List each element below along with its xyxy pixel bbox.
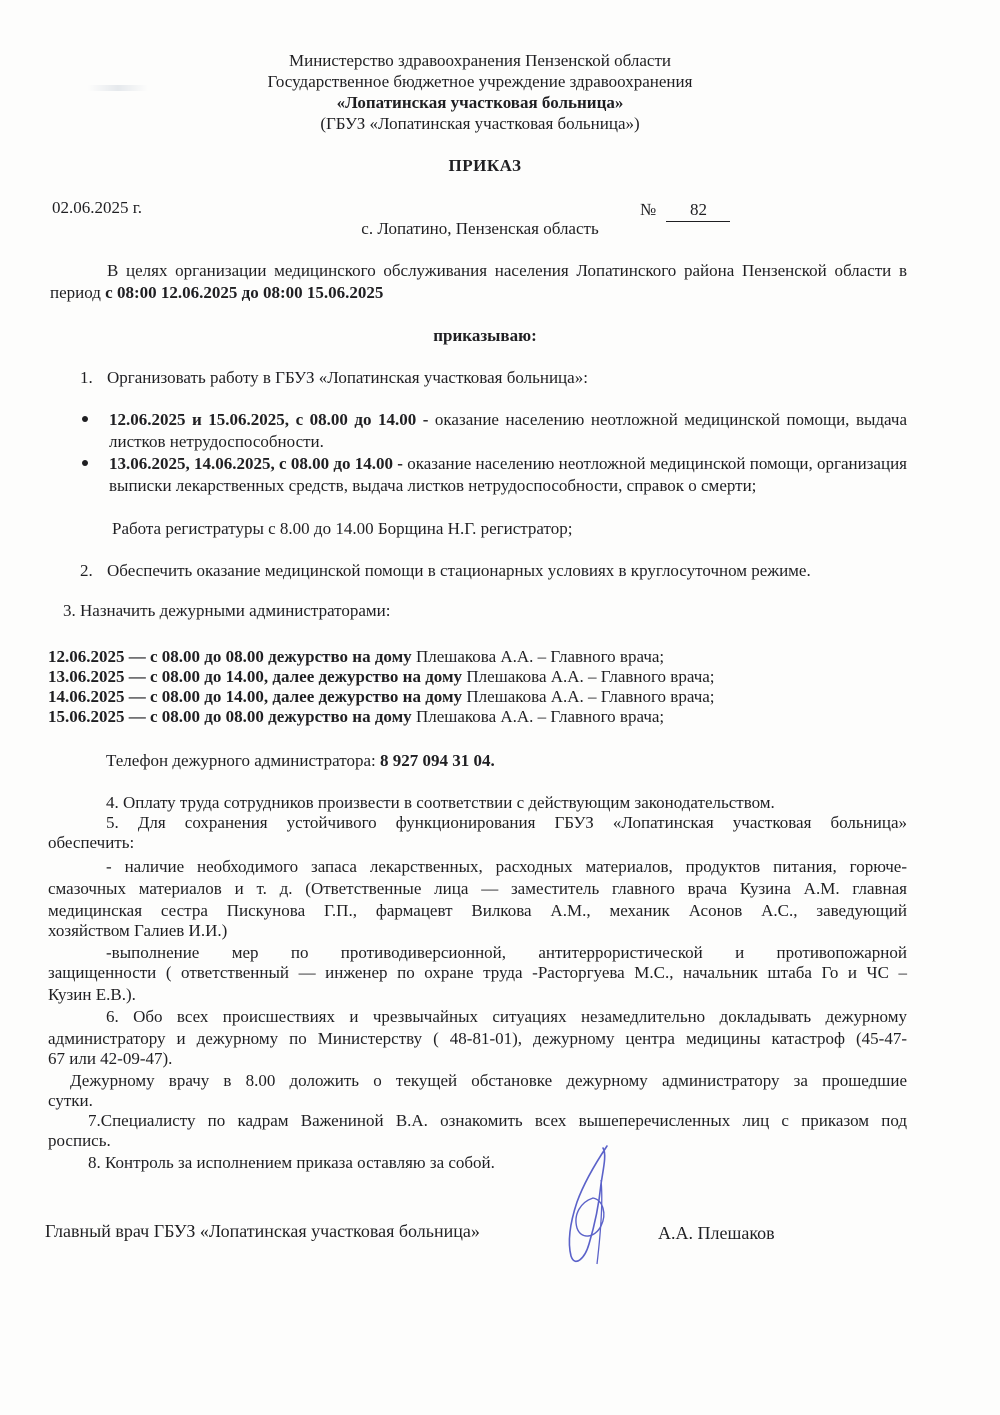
preamble [50,260,907,304]
item2-text: Обеспечить оказание медицинской помощи в стационарных условиях в круглосуточном режиме. [107,561,811,580]
duty-person: Плешакова А.А. – Главного врача; [411,707,665,726]
duty-date: 13.06.2025 — с 08.00 до 14.00, далее дежурство на дому [48,667,463,686]
duty-row [48,666,715,688]
item5-p2-line: защищенности ( ответственный — инженер по охране труда -Расторгуева М.С., начальник штаба Го и ЧС – [48,963,907,982]
institution-short-name-line: (ГБУЗ «Лопатинская участковая больница») [320,114,640,133]
registry-hours: Работа регистратуры с 8.00 до 14.00 Борщина Н.Г. регистратор; [112,519,573,538]
item1-number: 1. [80,368,93,387]
duty-person: Плешакова А.А. – Главного врача; [411,647,665,666]
bullet-2-text: оказание населению неотложной медицинской помощи, организация выписки лекарственных средств, выдача листков нетрудоспособности, справок о смерти; [109,454,907,495]
bullet-1-bold: 12.06.2025 и 15.06.2025, с 08.00 до 14.00 - [109,410,429,429]
item1-bullet-2 [109,453,907,497]
duty-person: Плешакова А.А. – Главного врача; [462,667,715,686]
item3-heading: 3. Назначить дежурными администраторами: [63,601,391,620]
duty-doctor-line: Дежурному врачу в 8.00 доложить о текущей обстановке дежурному администратору за прошедшие [70,1071,907,1090]
item1-bullet-1 [109,409,907,453]
item1-text: Организовать работу в ГБУЗ «Лопатинская участковая больница»: [107,368,588,387]
bullet-2-bold: 13.06.2025, 14.06.2025, с 08.00 до 14.00 - [109,454,403,473]
item5-p2-line: Кузин Е.В.). [48,985,136,1004]
item5-p1-line: медицинская сестра Пискунова Г.П., фармацевт Вилкова А.М., механик Асонов А.С., заведующий [48,901,907,920]
item2-number: 2. [80,561,93,580]
duty-date: 15.06.2025 — с 08.00 до 08.00 дежурство на дому [48,707,412,726]
signoff-position: Главный врач ГБУЗ «Лопатинская участковая больница» [45,1221,480,1241]
order-word: приказываю: [433,326,537,345]
item6-line: администратору и дежурному по Министерству ( 48-81-01), дежурному центра медицины катастроф (45-47- [48,1029,907,1048]
item4: 4. Оплату труда сотрудников произвести в соответствии с действующим законодательством. [106,793,775,812]
document-title: ПРИКАЗ [448,156,522,175]
item5-p1-line: смазочных материалов и т. д. (Ответственные лица — заместитель главного врача Кузина А.М. главная [48,879,907,898]
institution-type-line: Государственное бюджетное учреждение здравоохранения [267,72,693,91]
duty-doctor-line: сутки. [48,1091,93,1110]
duty-row [48,646,664,668]
item7-line: роспись. [48,1131,111,1150]
item5-line2: обеспечить: [48,833,135,852]
number-value: 82 [666,199,730,222]
item6-line: 6. Обо всех происшествиях и чрезвычайных ситуациях незамедлительно докладывать дежурному [106,1007,907,1026]
duty-person: Плешакова А.А. – Главного врача; [462,687,715,706]
duty-row [48,686,715,708]
item2 [80,560,811,582]
order-place: с. Лопатино, Пензенская область [361,219,599,238]
item5-p2-line [48,942,907,964]
item6-line: 67 или 42-09-47). [48,1049,173,1068]
bullet-1-text: оказание населению неотложной медицинской помощи, выдача листков нетрудоспособности. [109,410,907,451]
bullet-marker [82,416,88,422]
preamble-text: В целях организации медицинского обслуживания населения Лопатинского района Пензенской области в период [50,261,907,302]
item5-p1-line: - наличие необходимого запаса лекарственных, расходных материалов, продуктов питания, горюче- [106,857,907,876]
item5-p2-first: -выполнение мер по противодиверсионной, антитеррористической и противопожарной [106,943,907,962]
duty-date: 14.06.2025 — с 08.00 до 14.00, далее дежурство на дому [48,687,463,706]
phone-label: Телефон дежурного администратора: [106,751,380,770]
phone-number: 8 927 094 31 04. [379,751,495,770]
institution-name-line: «Лопатинская участковая больница» [336,93,624,112]
duty-date: 12.06.2025 — с 08.00 до 08.00 дежурство на дому [48,647,412,666]
item7-line: 7.Специалисту по кадрам Важениной В.А. ознакомить всех вышеперечисленных лиц с приказом под [88,1111,907,1130]
duty-row [48,706,664,728]
bullet-marker [82,460,88,466]
number-label: № [640,200,657,219]
signoff-name: А.А. Плешаков [658,1223,775,1243]
ministry-line: Министерство здравоохранения Пензенской области [288,51,671,70]
item1 [80,367,588,389]
order-date: 02.06.2025 г. [52,198,143,217]
signature-image [563,1140,623,1270]
item5-line1: 5. Для сохранения устойчивого функционирования ГБУЗ «Лопатинская участковая больница» [106,813,907,832]
preamble-period: с 08:00 12.06.2025 до 08:00 15.06.2025 [105,283,384,302]
duty-phone [106,750,495,772]
item8: 8. Контроль за исполнением приказа оставляю за собой. [88,1153,495,1172]
item5-p1-line: хозяйством Галиев И.И.) [48,921,228,940]
